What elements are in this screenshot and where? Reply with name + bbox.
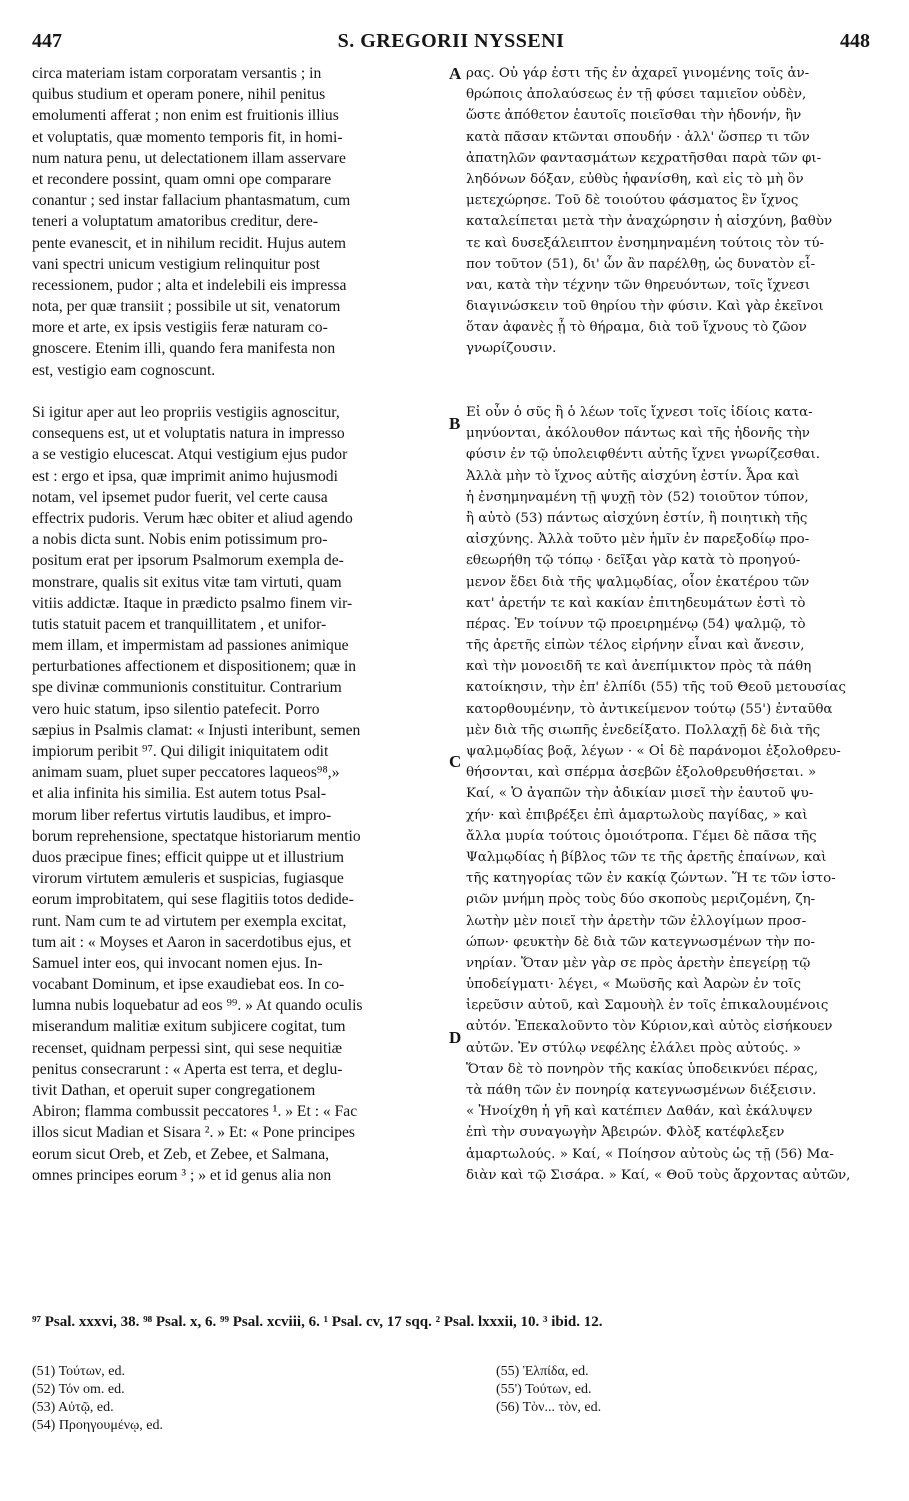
greek-text-line: ἢ αὐτὸ (53) πάντως αἰσχύνη ἐστίν, ἢ ποιητικὴ τῆς xyxy=(466,510,808,526)
latin-text-line: eorum sicut Oreb, et Zeb, et Zebee, et Salmana, xyxy=(32,1145,330,1163)
greek-text-line: μηνύονται, ἀκόλουθον πάντως καὶ τῆς ἡδονῆς τὴν xyxy=(466,426,810,442)
latin-text-line: quibus studium et operam ponere, nihil penitus xyxy=(32,86,326,104)
latin-text-line: et recondere possint, quam omni ope comparare xyxy=(32,170,332,188)
greek-text-line: καὶ τὴν μονοειδῆ τε καὶ ἀνεπίμικτον πρὸς τὰ πάθη xyxy=(466,659,812,675)
greek-text-line: Καί, « Ὁ ἀγαπῶν τὴν ἀδικίαν μισεῖ τὴν ἑαυτοῦ ψυ- xyxy=(466,786,814,802)
latin-text-line: animam suam, pluet super peccatores laqueos⁹⁸,» xyxy=(32,764,340,782)
latin-text-line: morum liber refertus virtutis laudibus, et impro- xyxy=(32,806,332,824)
latin-text-line: positum erat per ipsorum Psalmorum exempla de- xyxy=(32,552,344,570)
scripture-footnotes: ⁹⁷ Psal. xxxvi, 38. ⁹⁸ Psal. x, 6. ⁹⁹ Psal. xcviii, 6. ¹ Psal. cv, 17 sqq. ² Psal. lxxxii, 10. ³ ibid. 12. xyxy=(32,1314,603,1330)
latin-text-line: teneri a voluptatum amatoribus creditur, dere- xyxy=(32,213,319,231)
greek-text-line: τὰ πάθη τῶν ἐν πονηρίᾳ κατεγνωσμένων διέξεισιν. xyxy=(466,1083,817,1098)
variant-note: (55) Ἐλπίδα, ed. xyxy=(496,1364,589,1379)
latin-text-line: est, vestigio eam cognoscunt. xyxy=(32,361,216,379)
greek-text-line: τε καὶ δυσεξάλειπτον ἐνσημηναμένη τούτοις τὸν τύ- xyxy=(466,235,825,251)
latin-text-line: num natura penu, ut delectationem illam asservare xyxy=(32,149,346,167)
variant-notes-right xyxy=(496,1363,856,1417)
latin-text-line: tutis statuit pacem et tranquillitatem , et unifor- xyxy=(32,615,327,633)
latin-text-line: vero huic statum, ipso silentio patefecit. Porro xyxy=(32,700,320,718)
latin-text-line: vocabant Dominum, et ipse exaudiebat eos. In co- xyxy=(32,976,345,994)
latin-text-line: virorum virtutem æmuleris et suspicias, fugiasque xyxy=(32,870,344,888)
greek-text-line: ριῶν μνήμη πρὸς τοὺς δύο σκοποὺς μεριζομένη, ζη- xyxy=(466,892,816,908)
page-header xyxy=(32,30,870,58)
greek-text-line: αὐτόν. Ἐπεκαλοῦντο τὸν Κύριον,καὶ αὐτὸς εἰσήκουεν xyxy=(466,1019,833,1035)
greek-text-line: γνωρίζουσιν. xyxy=(466,341,557,357)
latin-text-line: vitiis addictæ. Itaque in prædicto psalmo finem vir- xyxy=(32,594,353,612)
latin-text-line: nota, per quæ transiit ; possibile ut sit, venatorum xyxy=(32,298,341,316)
greek-column xyxy=(466,63,876,1186)
greek-text-line: Ἀλλὰ μὴν τὸ ἴχνος αὐτῆς αἰσχύνη ἐστίν. Ἆρα καὶ xyxy=(466,468,800,484)
latin-text-line: tivit Dathan, et operuit super congregationem xyxy=(32,1082,316,1099)
latin-text-line: circa materiam istam corporatam versantis ; in xyxy=(32,65,322,82)
paragraph-gap xyxy=(466,360,876,381)
latin-text-line: recessionem, pudor ; alta et indelebili eis impressa xyxy=(32,276,347,294)
page-number-left: 447 xyxy=(32,30,62,52)
greek-text-line: ἡ ἐνσημηναμένη τῇ ψυχῇ τὸν (52) τοιοῦτον τύπον, xyxy=(466,489,809,505)
latin-text-line: perturbationes affectionem et dispositionem; quæ in xyxy=(32,658,357,676)
latin-text-line: et voluptatis, quæ momento temporis fit, in homi- xyxy=(32,128,343,146)
latin-text-line: est : ergo et ipsa, quæ imprimit animo hujusmodi xyxy=(32,467,338,485)
latin-text-line: pente evanescit, et in nihilum recidit. Hujus autem xyxy=(32,234,346,252)
latin-text-line: monstrare, qualis sit exitus vitæ tam virtuti, quam xyxy=(32,573,342,591)
latin-text-line: lumna nubis loquebatur ad eos ⁹⁹. » At quando oculis xyxy=(32,997,363,1015)
greek-text-line: Ὅταν δὲ τὸ πονηρὸν τῆς κακίας ὑποδεικνύει πέρας, xyxy=(466,1061,819,1077)
greek-text-line: τῆς ἀρετῆς εἰπὼν τέλος εἰρήνην εἶναι καὶ ἄνεσιν, xyxy=(466,638,805,654)
greek-text-line: Ψαλμῳδίας ἡ βίβλος τῶν τε τῆς ἀρετῆς ἐπαίνων, καὶ xyxy=(466,849,827,865)
greek-text-line: λωτὴν μὲν ποιεῖ τὴν ἀρετὴν τῶν ἐλλογίμων προσ- xyxy=(466,913,807,929)
greek-text-line: ἱερεῦσιν αὐτοῦ, καὶ Σαμουὴλ ἐν τοῖς ἐπικαλουμένοις xyxy=(466,998,829,1014)
greek-text-line: κατοίκησιν, τὴν ἐπ' ἐλπίδι (55) τῆς τοῦ Θεοῦ μετουσίας xyxy=(466,680,846,696)
greek-text-line: χήν· καὶ ἐπιβρέξει ἐπὶ ἁμαρτωλοὺς παγίδας, » καὶ xyxy=(466,807,808,823)
variant-note: (54) Προηγουμένῳ, ed. xyxy=(32,1418,164,1433)
paragraph-gap xyxy=(466,381,876,402)
latin-text-line: a nobis dicta sunt. Nobis enim potissimum pro- xyxy=(32,531,328,549)
latin-text-line: notam, vel ipsemet pudor fuerit, vel certe causa xyxy=(32,488,328,506)
latin-text-line: vani spectri unicum vestigium relinquitur post xyxy=(32,255,321,273)
variant-note: (52) Τόν om. ed. xyxy=(32,1382,125,1397)
greek-text-line: θήσονται, καὶ σπέρμα ἀσεβῶν ἐξολοθρευθήσεται. » xyxy=(466,765,817,781)
greek-text-line: διαγινώσκειν τοῦ θηρίου τὴν φύσιν. Καὶ γὰρ ἐκεῖνοι xyxy=(466,299,824,315)
latin-text-line: consequens est, ut et voluptatis natura in impresso xyxy=(32,425,345,443)
page-number-right: 448 xyxy=(840,30,870,52)
greek-text-line: νηρίαν. Ὅταν μὲν γὰρ σε πρὸς ἀρετὴν ἐπεγείρῃ τῷ xyxy=(466,955,811,971)
greek-text-line: θρώποις ἀπολαύσεως ἐν τῇ φύσει ταμιεῖον οὐδὲν, xyxy=(466,87,807,103)
latin-text-line: runt. Nam cum te ad virtutem per exempla excitat, xyxy=(32,912,347,930)
latin-text-line: penitus consecrarunt : « Aperta est terra, et deglu- xyxy=(32,1060,343,1078)
greek-text-line: μετεχώρησε. Τοῦ δὲ τοιούτου φάσματος ἓν ἴχνος xyxy=(466,193,799,209)
greek-text-line: ὥστε ἀπόθετον ἑαυτοῖς ποιεῖσθαι τὴν ἡδονήν, ἣν xyxy=(466,108,802,124)
greek-text-line: ἄλλα μυρία τούτοις ὁμοιότροπα. Γέμει δὲ πᾶσα τῆς xyxy=(466,828,817,844)
latin-text-line: sæpius in Psalmis clamat: « Injusti interibunt, semen xyxy=(32,721,361,739)
latin-text-line: spe divinæ communionis constituitur. Contrarium xyxy=(32,679,342,697)
latin-text-line: effectrix pudoris. Verum hæc obiter et aliud agendo xyxy=(32,509,353,527)
greek-text-line: κατὰ πᾶσαν κτῶνται σπουδήν · ἀλλ' ὥσπερ τι τῶν xyxy=(466,129,810,145)
latin-text-line: a se vestigio elucescat. Atqui vestigium ejus pudor xyxy=(32,446,348,464)
greek-text-line: μενον ἔδει διὰ τῆς ψαλμῳδίας, οἷον ἑκατέρου τῶν xyxy=(466,574,810,590)
variant-note: (53) Αὐτῷ, ed. xyxy=(32,1400,114,1415)
section-marker-a: A xyxy=(449,64,462,83)
latin-text-line: Abiron; flamma combussit peccatores ¹. » Et : « Fac xyxy=(32,1103,358,1121)
section-marker-d: D xyxy=(449,1028,462,1047)
greek-text-line: ναι, κατὰ τὴν τέχνην τῶν θηρευόντων, τοῖς ἴχνεσι xyxy=(466,277,811,293)
greek-text-line: εθεωρήθη τῷ τόπῳ · δεῖξαι γὰρ κατὰ τὸ προηγού- xyxy=(466,553,801,569)
variant-note: (51) Τούτων, ed. xyxy=(32,1364,125,1379)
greek-text-line: ρας. Οὐ γάρ ἐστι τῆς ἐν ἀχαρεῖ γινομένης τοῖς ἀν- xyxy=(466,66,810,81)
latin-text-line: emolumenti afferat ; non enim est fruitionis illius xyxy=(32,107,339,125)
latin-text-line: omnes principes eorum ³ ; » et id genus alia non xyxy=(32,1166,332,1184)
latin-text-line: illos sicut Madian et Sisara ². » Et: « Pone principes xyxy=(32,1124,355,1142)
greek-text-line: ὅταν ἀφανὲς ᾖ τὸ θήραμα, διὰ τοῦ ἴχνους τὸ ζῶον xyxy=(466,320,807,336)
latin-text-line: mem illam, et impermistam ad passiones animique xyxy=(32,637,349,655)
greek-text-line: « Ἠνοίχθη ἡ γῆ καὶ κατέπιεν Δαθάν, καὶ ἐκάλυψεν xyxy=(466,1104,813,1120)
latin-text-line: conantur ; sed instar fallacium phantasmatum, cum xyxy=(32,192,351,210)
greek-text-line: τῆς κατηγορίας τῶν ἐν κακίᾳ ζώντων. Ἥ τε τῶν ἱστο- xyxy=(466,871,836,887)
variant-note: (55') Τούτων, ed. xyxy=(496,1382,592,1397)
greek-text-line: πέρας. Ἐν τοίνυν τῷ προειρημένῳ (54) ψαλμῷ, τὸ xyxy=(466,616,806,632)
latin-text-line: et alia infinita his similia. Est autem totus Psal- xyxy=(32,785,327,803)
greek-text-line: Εἰ οὖν ὁ σῦς ἢ ὁ λέων τοῖς ἴχνεσι τοῖς ἰδίοις κατα- xyxy=(466,405,813,420)
greek-text-line: ώπων· φευκτὴν δὲ διὰ τῶν κατεγνωσμένων τὴν πο- xyxy=(466,934,816,950)
latin-text-line: miserandum malitiæ exitum subjicere cogitat, tum xyxy=(32,1018,346,1036)
greek-text-line: καταλείπεται μετὰ τὴν ἀναχώρησιν ἡ αἰσχύνη, βαθὺν xyxy=(466,214,833,230)
latin-text-line: eorum improbitatem, qui sese flagitiis totos dedide- xyxy=(32,891,354,909)
latin-text-line: recenset, quidnam perpessi sint, qui sese nequitiæ xyxy=(32,1039,343,1057)
greek-text-line: φύσιν ἐν τῷ ὑπολειφθέντι αὐτῆς ἴχνει γνωρίζεσθαι. xyxy=(466,447,821,463)
paragraph-gap xyxy=(32,381,442,402)
greek-text-line: αὐτῶν. Ἐν στύλῳ νεφέλης ἐλάλει πρὸς αὐτούς. » xyxy=(466,1040,802,1056)
greek-text-line: ἁμαρτωλούς. » Καί, « Ποίησον αὐτοὺς ὡς τῇ (56) Μα- xyxy=(466,1146,834,1162)
latin-text-line: impiorum peribit ⁹⁷. Qui diligit iniquitatem odit xyxy=(32,743,329,760)
greek-text-line: μὲν διὰ τῆς σιωπῆς ἐνεδείξατο. Πολλαχῇ δὲ διὰ τῆς xyxy=(466,722,821,738)
greek-text-line: ὑποδείγματι· λέγει, « Μωϋσῆς καὶ Ἀαρὼν ἐν τοῖς xyxy=(466,977,802,993)
greek-text-line: ἀπατηλῶν φαντασμάτων κεχρατῆσθαι παρὰ τῶν φι- xyxy=(466,150,822,166)
latin-text-line: Samuel inter eos, qui invocant nomen ejus. In- xyxy=(32,954,323,972)
latin-text-line: tum ait : « Moyses et Aaron in sacerdotibus ejus, et xyxy=(32,933,352,951)
latin-text-line: more et arte, ex ipsis vestigiis feræ naturam co- xyxy=(32,319,328,337)
greek-text-line: πον τοῦτον (51), δι' ὧν ἂν παρέλθῃ, ὡς δυνατὸν εἶ- xyxy=(466,256,816,272)
latin-column xyxy=(32,63,442,1186)
latin-text-line: duos præcipue fines; efficit quippe ut et illustrium xyxy=(32,848,344,866)
variant-note: (56) Τὸν... τὸν, ed. xyxy=(496,1400,602,1415)
greek-text-line: ἐπὶ τὴν συναγωγὴν Ἀβειρών. Φλὸξ κατέφλεξεν xyxy=(466,1125,785,1141)
greek-text-line: κατ' ἀρετήν τε καὶ κακίαν ἐπιτηδευμάτων ἐστὶ τὸ xyxy=(466,595,806,611)
latin-text-line: gnoscere. Etenim illi, quando fera manifesta non xyxy=(32,340,336,358)
latin-text-line: Si igitur aper aut leo propriis vestigiis agnoscitur, xyxy=(32,404,340,421)
section-marker-b: B xyxy=(449,414,461,433)
greek-text-line: διὰν καὶ τῷ Σισάρα. » Καί, « Θοῦ τοὺς ἄρχοντας αὐτῶν, xyxy=(466,1167,851,1183)
variant-notes-left xyxy=(32,1363,412,1435)
greek-text-line: ληδόνων δόξαν, εὐθὺς ἠφανίσθη, καὶ εἰς τὸ μὴ ὂν xyxy=(466,171,804,187)
greek-text-line: αἰσχύνης. Ἀλλὰ τοῦτο μὲν ἡμῖν ἐν παρεξοδίῳ προ- xyxy=(466,532,810,548)
running-title: S. GREGORII NYSSENI xyxy=(337,30,565,52)
greek-text-line: κατορθουμένην, τὸ ἀντικείμενον τούτῳ (55') ἐνταῦθα xyxy=(466,701,833,717)
latin-text-line: borum reprehensione, spectatque historiarum mentio xyxy=(32,827,361,845)
greek-text-line: ψαλμῳδίας βοᾷ, λέγων · « Οἱ δὲ παράνομοι ἐξολοθρευ- xyxy=(466,744,841,759)
section-marker-c: C xyxy=(449,752,462,771)
